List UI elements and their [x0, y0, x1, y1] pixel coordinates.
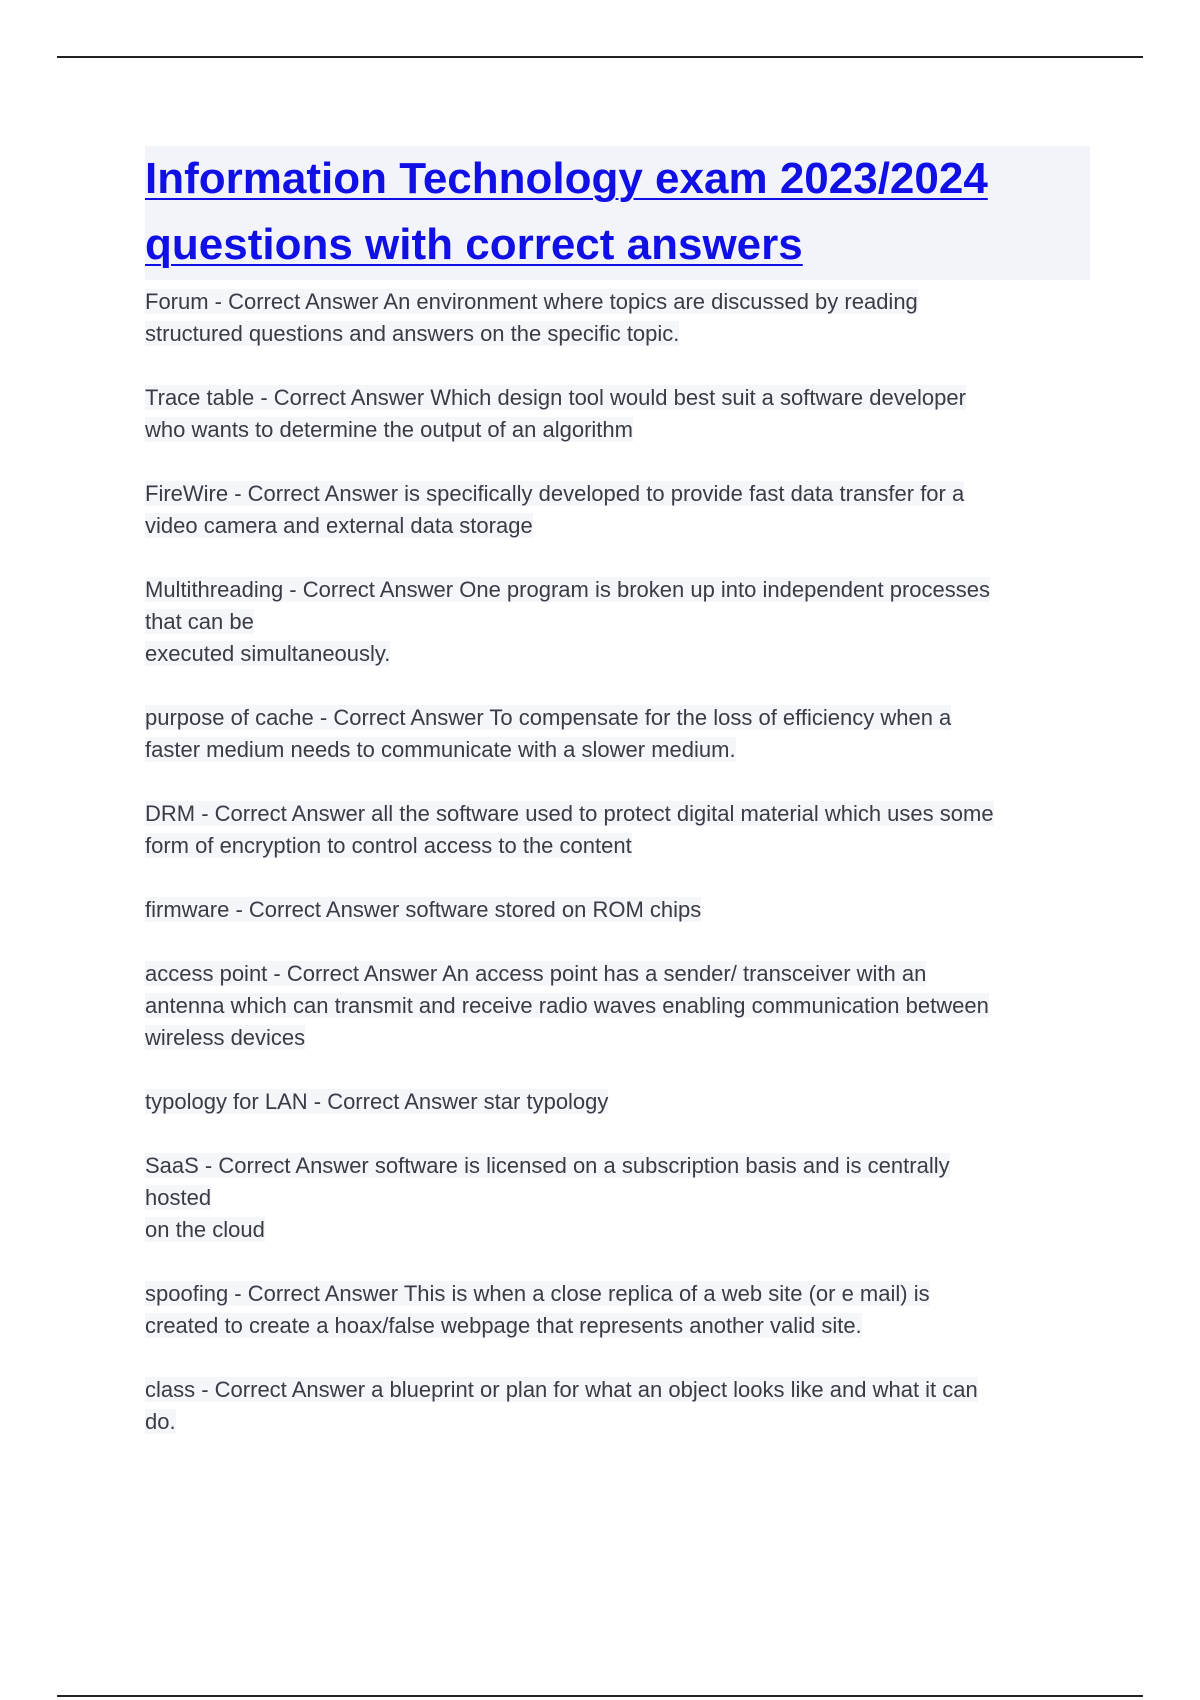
qa-entry-text: access point - Correct Answer An access point has a sender/ transceiver with an antenna which can transmit and receive radio waves enabling communication between wireless devices [145, 961, 989, 1050]
qa-entry-firewire [145, 478, 1090, 542]
qa-entry-drm [145, 798, 1090, 862]
document-title-line-1: Information Technology exam 2023/2024 [145, 154, 988, 203]
qa-entry-saas [145, 1150, 1090, 1246]
qa-entry-multithreading [145, 574, 1090, 670]
qa-entry-text: Multithreading - Correct Answer One program is broken up into independent processes that can be executed simultaneously. [145, 577, 991, 666]
qa-entry-text: purpose of cache - Correct Answer To compensate for the loss of efficiency when a faster medium needs to communicate with a slower medium. [145, 705, 952, 762]
qa-entry-text: Forum - Correct Answer An environment where topics are discussed by reading structured questions and answers on the specific topic. [145, 289, 918, 346]
qa-entry-text: spoofing - Correct Answer This is when a close replica of a web site (or e mail) is created to create a hoax/false webpage that represents another valid site. [145, 1281, 930, 1338]
qa-entry-forum [145, 286, 1090, 350]
qa-entry-cache [145, 702, 1090, 766]
header-rule [57, 56, 1143, 58]
qa-entry-typology [145, 1086, 1090, 1118]
document-title-block [145, 146, 1090, 280]
qa-entry-access-point [145, 958, 1090, 1054]
qa-entry-class [145, 1374, 1090, 1438]
qa-entry-text: Trace table - Correct Answer Which design tool would best suit a software developer who wants to determine the output of an algorithm [145, 385, 966, 442]
qa-list [145, 286, 1090, 1438]
qa-entry-text: typology for LAN - Correct Answer star typology [145, 1089, 609, 1114]
qa-entry-firmware [145, 894, 1090, 926]
qa-entry-text: FireWire - Correct Answer is specifically developed to provide fast data transfer for a video camera and external data storage [145, 481, 965, 538]
document-title-line-2: questions with correct answers [145, 220, 803, 269]
qa-entry-text: DRM - Correct Answer all the software used to protect digital material which uses some form of encryption to control access to the content [145, 801, 994, 858]
qa-entry-spoofing [145, 1278, 1090, 1342]
qa-entry-text: SaaS - Correct Answer software is licensed on a subscription basis and is centrally hosted on the cloud [145, 1153, 950, 1242]
document-body [145, 146, 1090, 1470]
qa-entry-text: firmware - Correct Answer software stored on ROM chips [145, 897, 702, 922]
footer-rule [57, 1695, 1143, 1697]
qa-entry-text: class - Correct Answer a blueprint or plan for what an object looks like and what it can do. [145, 1377, 978, 1434]
document-title[interactable] [145, 146, 1090, 278]
qa-entry-trace-table [145, 382, 1090, 446]
